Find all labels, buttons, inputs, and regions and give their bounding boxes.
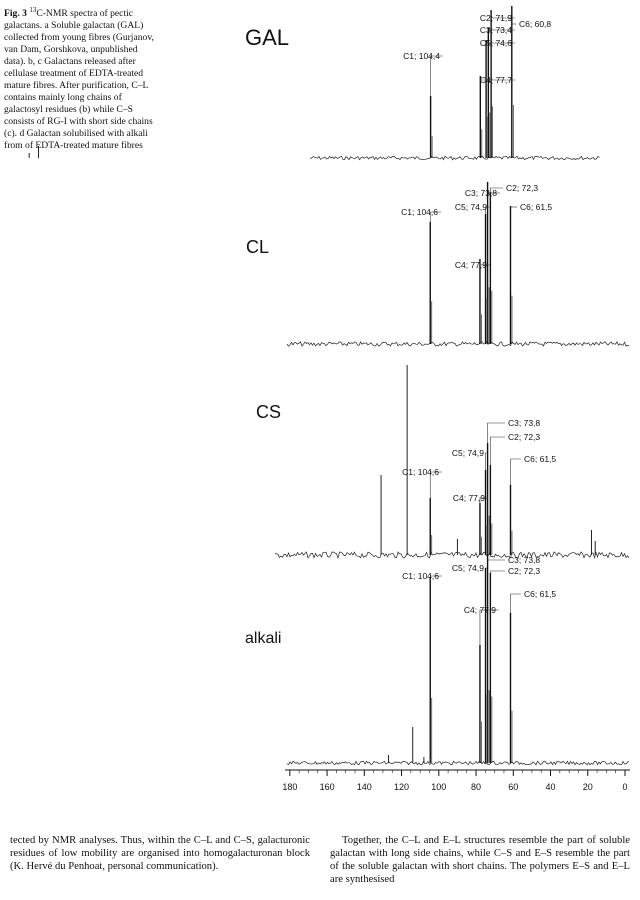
peak-leader-line	[486, 453, 487, 470]
peak-label-c5: C5; 74,9	[454, 202, 487, 212]
axis-tick-label: 160	[319, 782, 335, 792]
peak-leader-line	[480, 610, 499, 645]
spectrum-baseline	[275, 552, 629, 558]
peak-label-c3: C3; 73,8	[508, 555, 541, 565]
figure-caption	[4, 4, 154, 152]
peak-leader-line	[510, 459, 521, 485]
peak-label-c3: C3; 73,8	[464, 188, 497, 198]
spectrum-label: GAL	[245, 25, 290, 50]
axis-tick-label: 60	[508, 782, 519, 792]
shift-axis	[282, 770, 630, 792]
peak-label-c2: C2; 71,9	[479, 13, 512, 23]
spectrum-baseline	[310, 156, 600, 160]
peak-leader-line	[490, 437, 505, 465]
spectrum-baseline	[287, 761, 629, 765]
peak-label-c2: C2; 72,3	[506, 183, 539, 193]
peak-leader-line	[490, 571, 505, 573]
peak-leader-line	[431, 56, 443, 96]
spectrum-cl	[246, 182, 629, 346]
axis-tick-label: 20	[582, 782, 593, 792]
axis-tick-label: 120	[394, 782, 410, 792]
spectrum-baseline	[287, 342, 629, 346]
peak-label-c2: C2; 72,3	[508, 566, 541, 576]
body-text-right-column	[330, 834, 630, 886]
spectrum-label: CL	[246, 237, 270, 257]
axis-tick-label: 180	[282, 782, 298, 792]
peak-label-c3: C3; 73,8	[508, 418, 541, 428]
peak-label-c3: C3; 73,4	[479, 25, 512, 35]
peak-label-c2: C2; 72,3	[508, 432, 541, 442]
nmr-superscript: 13	[29, 6, 37, 14]
axis-tick-label: 80	[471, 782, 482, 792]
peak-label-c4: C4; 77,7	[479, 75, 512, 85]
spectrum-label: alkali	[245, 630, 282, 647]
peak-label-c6: C6; 61,5	[520, 202, 553, 212]
peak-leader-line	[510, 594, 521, 613]
axis-tick-label: 0	[622, 782, 628, 792]
peak-label-c5: C5; 74,9	[451, 563, 484, 573]
peak-label-c1: C1; 104,6	[401, 207, 438, 217]
peak-label-c1: C1; 104,6	[402, 571, 439, 581]
body-paragraph-left: tected by NMR analyses. Thus, within the C–L and C–S, galacturonic residues of low mobility are organised into homogalacturonan block (K. Hervé du Penhoat, personal communication).	[10, 835, 310, 872]
spectrum-label: CS	[256, 402, 282, 422]
axis-tick-label: 40	[545, 782, 556, 792]
body-text-left-column	[10, 834, 310, 873]
spectrum-cs	[256, 365, 629, 558]
peak-label-c5: C5; 74,6	[479, 38, 512, 48]
peak-label-c6: C6; 61,5	[524, 589, 557, 599]
peak-label-c4: C4; 77,9	[454, 260, 487, 270]
peak-label-c6: C6; 61,5	[524, 454, 557, 464]
figure-label: Fig. 3	[4, 8, 27, 20]
peak-label-c1: C1; 104,4	[403, 51, 440, 61]
body-paragraph-right: Together, the C–L and E–L structures resemble the part of soluble galactan with long side chains, while C–S and E–S resemble the part of the soluble galactan with short chains. The polymers E–S and E–L are synthesised	[330, 835, 630, 885]
peak-label-c1: C1; 104,6	[402, 467, 439, 477]
peak-label-c4: C4; 77,9	[452, 493, 485, 503]
axis-tick-label: 140	[356, 782, 372, 792]
axis-tick-label: 100	[431, 782, 447, 792]
peak-label-c6: C6; 60,8	[519, 19, 552, 29]
spectrum-alkali	[245, 555, 629, 765]
peak-label-c5: C5; 74,9	[451, 448, 484, 458]
caption-text: C-NMR spectra of pectic galactans. a Soluble galactan (GAL) collected from young fibres (Gurjanov, van Dam, Gorshkova, unpublished data). b, c Galactans released after cellulase treatment of EDTA-treated mature fibres. After purification, C–L contains mainly long chains of galactosyl residues (b) while C–S consists of RG-I with short side chains (c). d Galactan solubilised with alkali from of EDTA-treated mature fibres	[4, 8, 154, 152]
peak-label-c4: C4; 77,9	[463, 605, 496, 615]
